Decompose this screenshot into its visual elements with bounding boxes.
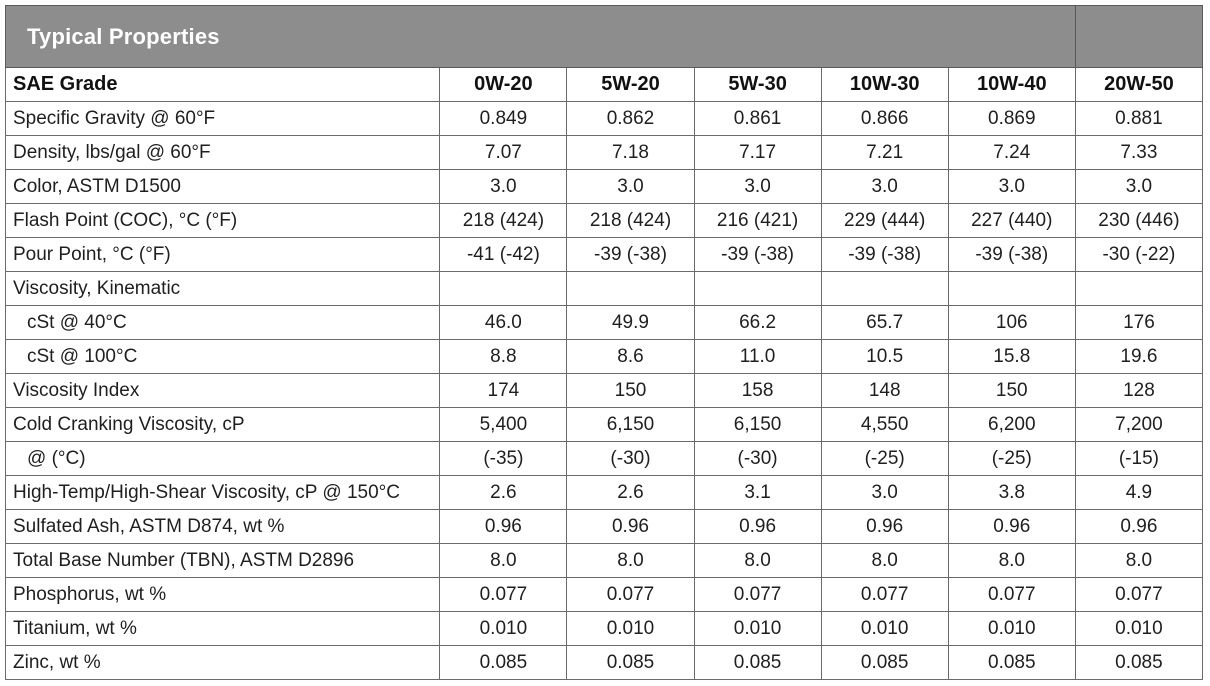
value-cell: 7.21 xyxy=(821,136,948,170)
value-cell: 7.18 xyxy=(567,136,694,170)
properties-table xyxy=(5,5,1203,680)
value-cell: 49.9 xyxy=(567,306,694,340)
value-cell: 0.077 xyxy=(1075,578,1202,612)
value-cell: 7.24 xyxy=(948,136,1075,170)
value-cell: 3.0 xyxy=(440,170,567,204)
value-cell: 3.0 xyxy=(821,170,948,204)
row-label: Pour Point, °C (°F) xyxy=(6,238,440,272)
row-label: cSt @ 40°C xyxy=(6,306,440,340)
value-cell: 8.0 xyxy=(821,544,948,578)
value-cell: 2.6 xyxy=(440,476,567,510)
value-cell: 0.010 xyxy=(567,612,694,646)
value-cell: 0.077 xyxy=(440,578,567,612)
value-cell: 216 (421) xyxy=(694,204,821,238)
table-row xyxy=(6,510,1203,544)
value-cell: -39 (-38) xyxy=(694,238,821,272)
header-grade-5w-30: 5W-30 xyxy=(694,68,821,102)
value-cell: 5,400 xyxy=(440,408,567,442)
table-row xyxy=(6,442,1203,476)
value-cell: (-25) xyxy=(821,442,948,476)
value-cell: 176 xyxy=(1075,306,1202,340)
header-grade-10w-30: 10W-30 xyxy=(821,68,948,102)
value-cell: 0.010 xyxy=(821,612,948,646)
row-label: Phosphorus, wt % xyxy=(6,578,440,612)
value-cell: 4,550 xyxy=(821,408,948,442)
value-cell: 150 xyxy=(567,374,694,408)
table-row xyxy=(6,340,1203,374)
properties-table-container xyxy=(5,5,1203,680)
row-label: @ (°C) xyxy=(6,442,440,476)
row-label: Sulfated Ash, ASTM D874, wt % xyxy=(6,510,440,544)
value-cell: 4.9 xyxy=(1075,476,1202,510)
row-label: Viscosity Index xyxy=(6,374,440,408)
table-row xyxy=(6,612,1203,646)
value-cell: 106 xyxy=(948,306,1075,340)
header-grade-10w-40: 10W-40 xyxy=(948,68,1075,102)
value-cell: (-15) xyxy=(1075,442,1202,476)
value-cell: (-30) xyxy=(694,442,821,476)
table-row xyxy=(6,374,1203,408)
header-sae-grade: SAE Grade xyxy=(6,68,440,102)
row-label: Color, ASTM D1500 xyxy=(6,170,440,204)
row-label: Specific Gravity @ 60°F xyxy=(6,102,440,136)
row-label: Flash Point (COC), °C (°F) xyxy=(6,204,440,238)
header-grade-20w-50: 20W-50 xyxy=(1075,68,1202,102)
value-cell: 8.0 xyxy=(694,544,821,578)
value-cell: 3.0 xyxy=(567,170,694,204)
title-cell xyxy=(6,6,1076,68)
value-cell: 158 xyxy=(694,374,821,408)
row-label: Density, lbs/gal @ 60°F xyxy=(6,136,440,170)
value-cell: 229 (444) xyxy=(821,204,948,238)
table-row xyxy=(6,646,1203,680)
value-cell: 19.6 xyxy=(1075,340,1202,374)
title-bar xyxy=(6,6,1203,68)
table-row xyxy=(6,578,1203,612)
value-cell: (-30) xyxy=(567,442,694,476)
row-label: Total Base Number (TBN), ASTM D2896 xyxy=(6,544,440,578)
value-cell: 128 xyxy=(1075,374,1202,408)
table-row xyxy=(6,102,1203,136)
table-body xyxy=(6,102,1203,680)
table-row xyxy=(6,238,1203,272)
value-cell: 0.96 xyxy=(821,510,948,544)
value-cell: 6,150 xyxy=(567,408,694,442)
table-row xyxy=(6,170,1203,204)
value-cell: 230 (446) xyxy=(1075,204,1202,238)
value-cell: 0.077 xyxy=(694,578,821,612)
value-cell: 174 xyxy=(440,374,567,408)
value-cell: 0.077 xyxy=(948,578,1075,612)
value-cell: -39 (-38) xyxy=(821,238,948,272)
value-cell xyxy=(440,272,567,306)
value-cell: (-35) xyxy=(440,442,567,476)
row-label: Cold Cranking Viscosity, cP xyxy=(6,408,440,442)
row-label: Zinc, wt % xyxy=(6,646,440,680)
row-label: Titanium, wt % xyxy=(6,612,440,646)
value-cell: 0.010 xyxy=(694,612,821,646)
value-cell: 0.849 xyxy=(440,102,567,136)
value-cell xyxy=(1075,272,1202,306)
table-row xyxy=(6,136,1203,170)
value-cell: 6,150 xyxy=(694,408,821,442)
value-cell: 150 xyxy=(948,374,1075,408)
header-row xyxy=(6,68,1203,102)
value-cell: 46.0 xyxy=(440,306,567,340)
table-row xyxy=(6,272,1203,306)
value-cell: 0.077 xyxy=(821,578,948,612)
value-cell: 0.085 xyxy=(821,646,948,680)
value-cell: 3.1 xyxy=(694,476,821,510)
row-label: High-Temp/High-Shear Viscosity, cP @ 150°C xyxy=(6,476,440,510)
value-cell: 8.6 xyxy=(567,340,694,374)
value-cell: 3.0 xyxy=(948,170,1075,204)
row-label: Viscosity, Kinematic xyxy=(6,272,440,306)
value-cell: 0.96 xyxy=(440,510,567,544)
value-cell: 0.085 xyxy=(948,646,1075,680)
value-cell: 0.96 xyxy=(567,510,694,544)
value-cell: 3.8 xyxy=(948,476,1075,510)
value-cell: 0.085 xyxy=(440,646,567,680)
value-cell: 0.862 xyxy=(567,102,694,136)
title-cell-right xyxy=(1075,6,1202,68)
value-cell: 218 (424) xyxy=(440,204,567,238)
value-cell: 8.0 xyxy=(948,544,1075,578)
value-cell: 0.010 xyxy=(948,612,1075,646)
row-label: cSt @ 100°C xyxy=(6,340,440,374)
value-cell: (-25) xyxy=(948,442,1075,476)
value-cell: 8.0 xyxy=(1075,544,1202,578)
value-cell: 0.085 xyxy=(694,646,821,680)
value-cell: 7.33 xyxy=(1075,136,1202,170)
value-cell: 0.96 xyxy=(948,510,1075,544)
value-cell xyxy=(821,272,948,306)
table-title: Typical Properties xyxy=(27,23,220,49)
table-row xyxy=(6,544,1203,578)
value-cell: 8.0 xyxy=(567,544,694,578)
value-cell: 3.0 xyxy=(1075,170,1202,204)
value-cell xyxy=(567,272,694,306)
value-cell: 0.869 xyxy=(948,102,1075,136)
value-cell: 227 (440) xyxy=(948,204,1075,238)
value-cell: 0.866 xyxy=(821,102,948,136)
value-cell: 218 (424) xyxy=(567,204,694,238)
value-cell: -41 (-42) xyxy=(440,238,567,272)
value-cell xyxy=(948,272,1075,306)
value-cell: 8.8 xyxy=(440,340,567,374)
value-cell: 0.010 xyxy=(440,612,567,646)
value-cell: -39 (-38) xyxy=(948,238,1075,272)
value-cell: 0.96 xyxy=(694,510,821,544)
value-cell: 2.6 xyxy=(567,476,694,510)
value-cell: 0.861 xyxy=(694,102,821,136)
value-cell: 0.085 xyxy=(567,646,694,680)
value-cell: -30 (-22) xyxy=(1075,238,1202,272)
value-cell: 0.96 xyxy=(1075,510,1202,544)
header-grade-5w-20: 5W-20 xyxy=(567,68,694,102)
table-row xyxy=(6,306,1203,340)
value-cell: -39 (-38) xyxy=(567,238,694,272)
table-row xyxy=(6,408,1203,442)
header-grade-0w-20: 0W-20 xyxy=(440,68,567,102)
value-cell: 0.881 xyxy=(1075,102,1202,136)
value-cell: 65.7 xyxy=(821,306,948,340)
value-cell: 11.0 xyxy=(694,340,821,374)
value-cell: 7,200 xyxy=(1075,408,1202,442)
value-cell: 0.010 xyxy=(1075,612,1202,646)
value-cell: 0.077 xyxy=(567,578,694,612)
value-cell: 7.17 xyxy=(694,136,821,170)
value-cell: 15.8 xyxy=(948,340,1075,374)
value-cell xyxy=(694,272,821,306)
value-cell: 10.5 xyxy=(821,340,948,374)
table-row xyxy=(6,476,1203,510)
value-cell: 3.0 xyxy=(694,170,821,204)
value-cell: 148 xyxy=(821,374,948,408)
table-row xyxy=(6,204,1203,238)
value-cell: 3.0 xyxy=(821,476,948,510)
value-cell: 0.085 xyxy=(1075,646,1202,680)
value-cell: 7.07 xyxy=(440,136,567,170)
value-cell: 8.0 xyxy=(440,544,567,578)
value-cell: 66.2 xyxy=(694,306,821,340)
value-cell: 6,200 xyxy=(948,408,1075,442)
